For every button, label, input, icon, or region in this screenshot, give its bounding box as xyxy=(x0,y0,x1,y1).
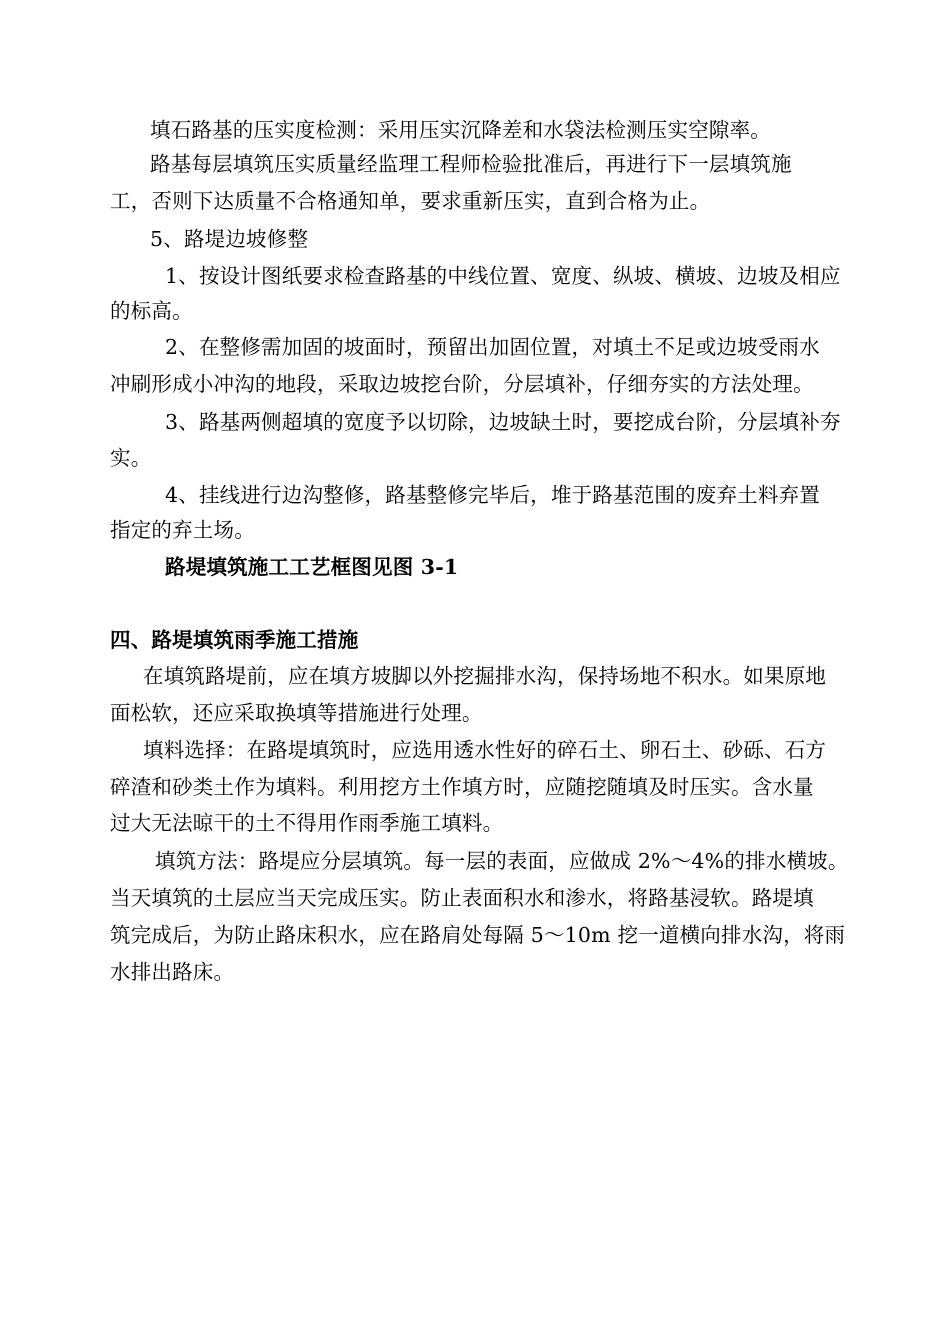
paragraph-drainage-line-2: 面松软，还应采取换填等措施进行处理。 xyxy=(110,701,483,725)
paragraph-layer-approval-line-1: 路基每层填筑压实质量经监理工程师检验批准后，再进行下一层填筑施 xyxy=(150,152,792,176)
paragraph-fill-selection-line-1: 填料选择：在路堤填筑时，应选用透水性好的碎石土、卵石土、砂砾、石方 xyxy=(143,738,827,762)
paragraph-item-4-line-2: 指定的弃土场。 xyxy=(110,518,255,542)
paragraph-fill-selection-line-2: 碎渣和砂类土作为填料。利用挖方土作填方时，应随挖随填及时压实。含水量 xyxy=(110,775,814,799)
paragraph-item-3-line-2: 实。 xyxy=(110,446,152,470)
paragraph-item-4-line-1: 4、挂线进行边沟整修，路基整修完毕后，堆于路基范围的废弃土料弃置 xyxy=(165,483,820,507)
paragraph-item-3-line-1: 3、路基两侧超填的宽度予以切除，边坡缺土时，要挖成台阶，分层填补夯 xyxy=(165,410,841,434)
paragraph-layer-approval-line-2: 工，否则下达质量不合格通知单，要求重新压实，直到合格为止。 xyxy=(110,189,711,213)
paragraph-fill-method-line-4: 水排出路床。 xyxy=(110,960,235,984)
paragraph-item-1-line-1: 1、按设计图纸要求检查路基的中线位置、宽度、纵坡、横坡、边坡及相应 xyxy=(165,264,841,288)
section-heading-rainy-season: 四、路堤填筑雨季施工措施 xyxy=(110,628,359,652)
paragraph-item-2-line-1: 2、在整修需加固的坡面时，预留出加固位置，对填土不足或边坡受雨水 xyxy=(165,335,820,359)
paragraph-fill-method-line-3: 筑完成后，为防止路床积水，应在路肩处每隔 5～10m 挖一道横向排水沟，将雨 xyxy=(110,923,846,947)
paragraph-compaction-test-line-1: 填石路基的压实度检测：采用压实沉降差和水袋法检测压实空隙率。 xyxy=(150,118,771,142)
paragraph-fill-method-line-1: 填筑方法：路堤应分层填筑。每一层的表面，应做成 2%～4%的排水横坡。 xyxy=(155,849,849,873)
paragraph-item-1-line-2: 的标高。 xyxy=(110,299,193,323)
paragraph-drainage-line-1: 在填筑路堤前，应在填方坡脚以外挖掘排水沟，保持场地不积水。如果原地 xyxy=(143,664,827,688)
paragraph-fill-method-line-2: 当天填筑的土层应当天完成压实。防止表面积水和渗水，将路基浸软。路堤填 xyxy=(110,886,814,910)
paragraph-item-2-line-2: 冲刷形成小冲沟的地段，采取边坡挖台阶，分层填补，仔细夯实的方法处理。 xyxy=(110,372,814,396)
paragraph-fill-selection-line-3: 过大无法晾干的土不得用作雨季施工填料。 xyxy=(110,811,504,835)
figure-reference-caption: 路堤填筑施工工艺框图见图 3-1 xyxy=(165,555,459,579)
section-heading-slope-trimming: 5、路堤边坡修整 xyxy=(150,227,309,251)
